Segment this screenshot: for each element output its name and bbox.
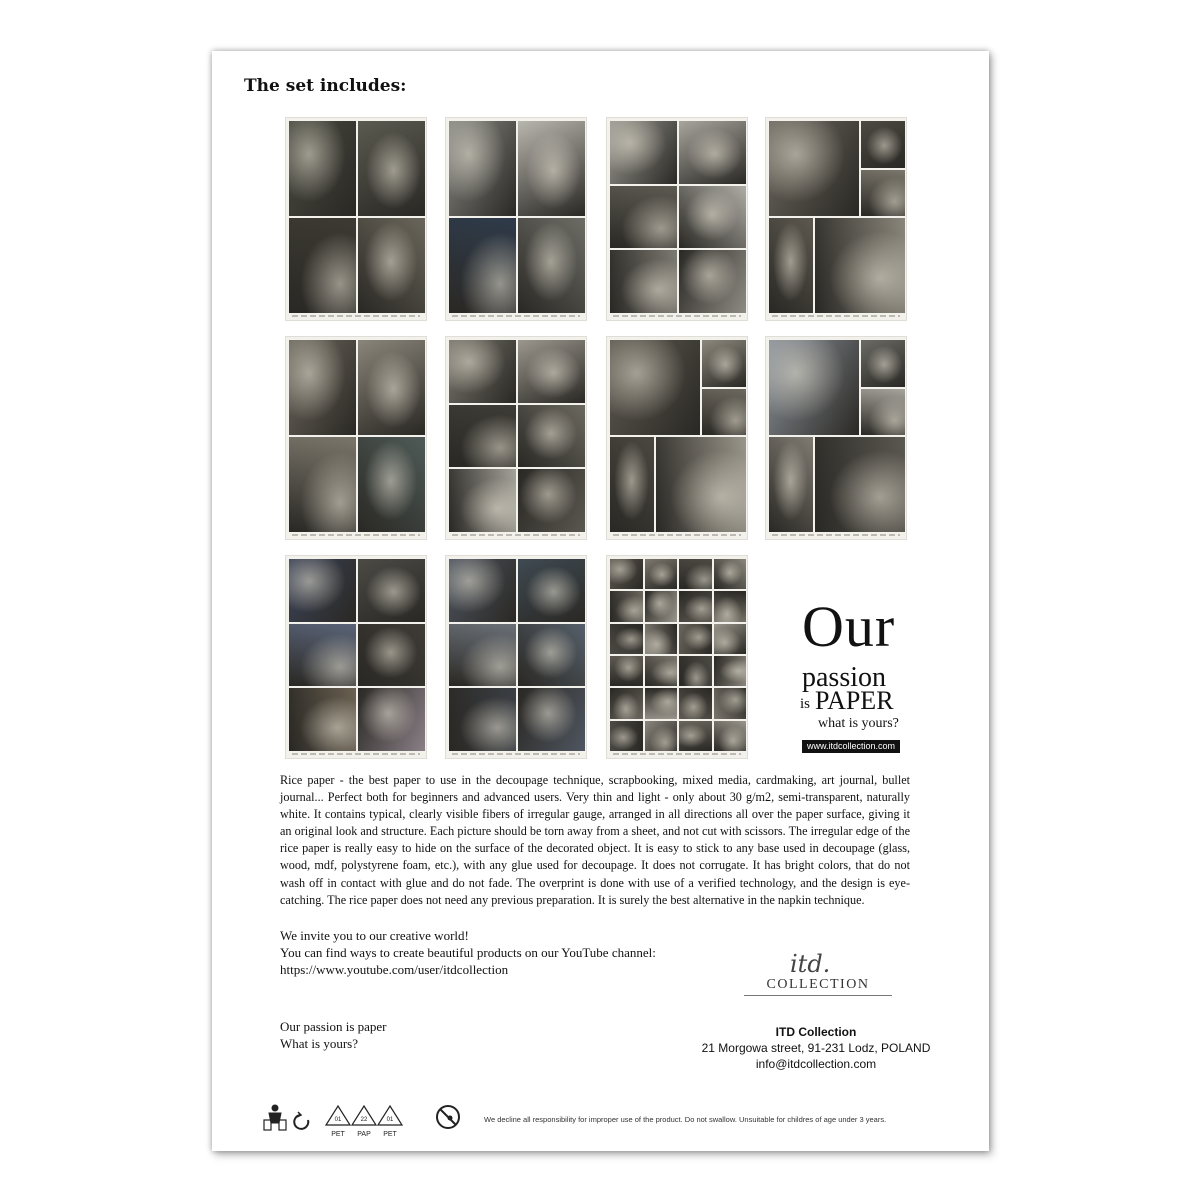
illustration-panel [645,624,678,654]
illustration-panel [610,559,643,589]
illustration-panel [358,688,425,751]
slogan-passion: passion [802,662,886,693]
illustration-panel [714,591,747,621]
illustration-panel [449,405,516,468]
illustration-panel [289,121,356,216]
illustration-panel [610,186,677,249]
recycle-code-2: 22 [360,1117,368,1123]
thumbnail-caption [613,315,741,317]
invite-block [280,927,740,978]
illustration-panel [769,218,813,313]
recycle-label-3: PET [383,1131,397,1138]
illustration-panel [610,721,643,751]
thumbnail-caption [613,534,741,536]
illustration-panel [289,340,356,435]
illustration-panel [289,688,356,751]
company-name: ITD Collection [775,1025,857,1039]
thumbnail-sheet-11 [606,555,748,759]
illustration-panel [449,340,516,403]
illustration-panel [714,624,747,654]
illustration-panel [714,688,747,718]
illustration-panel [610,340,700,435]
illustration-panel [610,121,677,184]
illustration-panel [679,559,712,589]
illustration-panel [861,121,905,168]
illustration-panel [449,559,516,622]
illustration-panel [714,721,747,751]
recycle-label-2: PAP [357,1131,371,1138]
illustration-panel [358,437,425,532]
illustration-panel [769,121,859,216]
thumbnail-caption [452,534,580,536]
thumbnail-sheet-1 [285,117,427,321]
company-email[interactable]: info@itdcollection.com [755,1057,877,1071]
tidyman-icon [264,1105,286,1130]
illustration-panel [289,437,356,532]
illustration-panel [289,624,356,687]
illustration-panel [815,437,905,532]
illustration-panel [861,389,905,436]
recycle-arrow-icon [294,1112,308,1129]
set-title: The set includes: [244,76,407,96]
warning-text: We decline all responsibility for improper use of the product. Do not swallow. Unsuitable for childres of age under 3 years. [484,1115,887,1124]
illustration-panel [645,656,678,686]
illustration-panel [289,559,356,622]
slogan-is: is [800,696,811,712]
illustration-panel [714,656,747,686]
illustration-panel [289,218,356,313]
company-address: 21 Morgowa street, 91-231 Lodz, POLAND [701,1041,931,1055]
logo-collection: COLLECTION [744,977,892,996]
illustration-panel [645,559,678,589]
illustration-panel [358,559,425,622]
passion-line-1: Our passion is paper [280,1019,387,1034]
illustration-panel [645,688,678,718]
illustration-panel [518,121,585,216]
youtube-link[interactable]: https://www.youtube.com/user/itdcollection [280,962,509,977]
illustration-panel [679,250,746,313]
thumbnail-caption [772,315,900,317]
illustration-panel [449,218,516,313]
illustration-panel [610,437,654,532]
thumbnail-sheet-4 [765,117,907,321]
illustration-panel [358,218,425,313]
illustration-panel [358,121,425,216]
illustration-panel [518,559,585,622]
thumbnail-sheet-2 [445,117,587,321]
illustration-panel [518,469,585,532]
invite-line-1: We invite you to our creative world! [280,928,469,943]
slogan-what: what is yours? [818,716,899,731]
illustration-panel [679,656,712,686]
thumbnail-caption [613,753,741,755]
thumbnail-sheet-8 [765,336,907,540]
illustration-panel [610,688,643,718]
passion-line-2: What is yours? [280,1036,358,1051]
invite-line-2: You can find ways to create beautiful products on our YouTube channel: [280,945,656,960]
illustration-panel [679,721,712,751]
illustration-panel [358,624,425,687]
illustration-panel [656,437,746,532]
illustration-panel [610,250,677,313]
illustration-panel [679,624,712,654]
thumbnail-sheet-10 [445,555,587,759]
illustration-panel [518,405,585,468]
illustration-panel [518,624,585,687]
illustration-panel [679,591,712,621]
recycle-code-3: 01 [386,1117,394,1123]
recycle-label-1: PET [331,1131,345,1138]
illustration-panel [815,218,905,313]
illustration-panel [702,340,746,387]
illustration-panel [645,721,678,751]
thumbnail-sheet-7 [606,336,748,540]
thumbnail-sheet-3 [606,117,748,321]
illustration-panel [861,340,905,387]
recycle-code-1: 01 [334,1117,342,1123]
illustration-panel [449,624,516,687]
logo-script: itd. [790,950,831,978]
illustration-panel [645,591,678,621]
no-small-children-icon [437,1106,459,1128]
illustration-panel [449,688,516,751]
illustration-panel [714,559,747,589]
illustration-panel [679,688,712,718]
illustration-panel [518,688,585,751]
slogan-url: www.itdcollection.com [802,740,900,753]
illustration-panel [358,340,425,435]
illustration-panel [679,186,746,249]
illustration-panel [679,121,746,184]
illustration-panel [610,624,643,654]
thumbnail-sheet-5 [285,336,427,540]
illustration-panel [769,340,859,435]
passion-block [280,1018,580,1052]
thumbnail-caption [292,315,420,317]
illustration-panel [518,218,585,313]
thumbnail-caption [452,315,580,317]
slogan-our: Our [802,594,896,659]
illustration-panel [702,389,746,436]
illustration-panel [449,469,516,532]
thumbnail-caption [292,534,420,536]
thumbnail-sheet-9 [285,555,427,759]
thumbnail-caption [452,753,580,755]
company-block [700,1024,932,1072]
illustration-panel [769,437,813,532]
thumbnail-sheet-6 [445,336,587,540]
illustration-panel [610,591,643,621]
illustration-panel [861,170,905,217]
thumbnail-caption [772,534,900,536]
illustration-panel [610,656,643,686]
symbols-row [260,1103,470,1143]
description-text: Rice paper - the best paper to use in the decoupage technique, scrapbooking, mixed media, cardmaking, art journal, bullet journal... Perfect both for beginners and advanced users. Very thin and light - only about 30 g/m2, semi-transparent, naturally white. It contains typical, clearly visible fibers of irregular gauge, arranged in all directions all over the paper surface, giving it an original look and structure. Each picture should be torn away from a sheet, and not cut with scissors. The irregular edge of the rice paper is really easy to hide on the surface of the decorated object. It is easy to stick to any base used in decoupage (glass, wood, mdf, polystyrene foam, etc.), with any glue used for decoupage. It does not corrugate. It has bright colors, that do not wash off in contact with glue and do not fade. The overprint is done with use of a verified technology, and the design is eye-catching. The rice paper does not need any previous preparation. It is surely the best alternative in the napkin technique. [280,773,910,907]
illustration-panel [449,121,516,216]
slogan-paper: PAPER [815,686,894,715]
thumbnail-caption [292,753,420,755]
illustration-panel [518,340,585,403]
